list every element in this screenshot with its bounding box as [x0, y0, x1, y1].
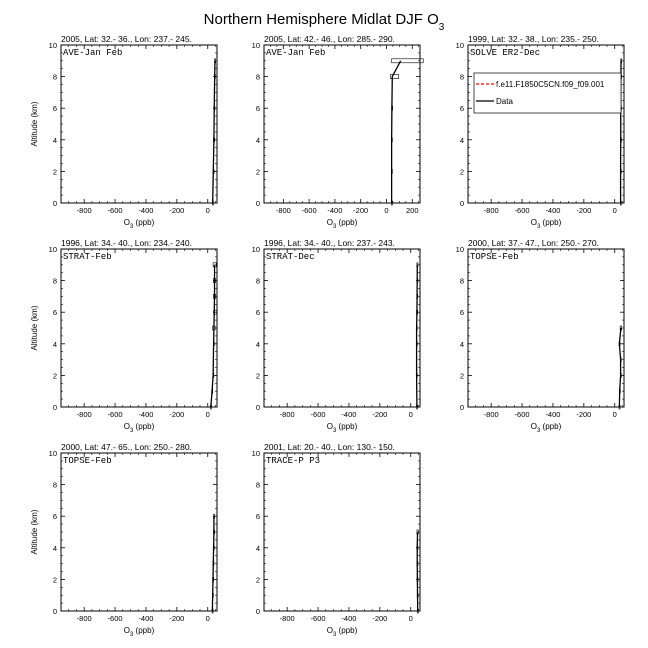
panel-header: 2000, Lat: 47.- 65., Lon: 250.- 280. [61, 442, 192, 452]
x-tick-label: -400 [341, 410, 357, 419]
x-tick-label: 0 [612, 206, 617, 215]
y-tick-label: 8 [459, 276, 464, 286]
y-tick-label: 8 [255, 276, 260, 286]
x-tick-label: -600 [301, 206, 317, 215]
y-tick-label: 10 [48, 41, 57, 50]
panel-5 [252, 238, 420, 434]
plot-frame [61, 45, 217, 203]
data-line [211, 265, 215, 407]
y-tick-label: 8 [52, 276, 57, 286]
campaign-label: STRAT-Feb [63, 252, 112, 262]
panel-6 [456, 238, 624, 434]
x-tick-label: -200 [576, 206, 592, 215]
x-axis-label: $O_3$ (ppb) [123, 626, 155, 638]
y-tick-label: 10 [48, 449, 57, 458]
x-tick-label: -800 [76, 614, 92, 623]
data-line [619, 328, 621, 407]
x-tick-label: -400 [138, 206, 154, 215]
panel-header: 2005, Lat: 42.- 46., Lon: 285.- 290. [264, 34, 395, 44]
x-tick-label: 0 [384, 206, 389, 215]
y-tick-label: 4 [459, 339, 464, 349]
panel-1 [30, 34, 217, 230]
plot-frame [264, 249, 420, 407]
x-tick-label: 200 [406, 206, 419, 215]
plot-frame [468, 45, 624, 203]
y-tick-label: 6 [459, 104, 464, 114]
x-axis-label: $O_3$ (ppb) [326, 626, 358, 638]
y-tick-label: 2 [52, 575, 57, 585]
panel-header: 1999, Lat: 32.- 38., Lon: 235.- 250. [468, 34, 599, 44]
y-tick-label: 4 [52, 339, 57, 349]
x-tick-label: 0 [408, 410, 413, 419]
y-tick-label: 4 [255, 339, 260, 349]
x-axis-label: $O_3$ (ppb) [326, 422, 358, 434]
y-tick-label: 4 [255, 135, 260, 145]
x-tick-label: -800 [76, 410, 92, 419]
y-tick-label: 0 [459, 403, 464, 412]
x-tick-label: 0 [205, 614, 210, 623]
panel-7 [30, 442, 217, 638]
x-tick-label: 0 [408, 614, 413, 623]
plot-frame [468, 249, 624, 407]
y-tick-label: 6 [255, 308, 260, 318]
campaign-label: AVE-Jan Feb [266, 48, 326, 58]
campaign-label: STRAT-Dec [266, 252, 315, 262]
campaign-label: AVE-Jan Feb [63, 48, 123, 58]
y-tick-label: 2 [459, 167, 464, 177]
panel-header: 2001, Lat: 20.- 40., Lon: 130.- 150. [264, 442, 395, 452]
x-tick-label: -800 [275, 206, 291, 215]
x-tick-label: -800 [279, 410, 295, 419]
y-tick-label: 4 [52, 543, 57, 553]
y-tick-label: 8 [459, 72, 464, 82]
legend-data-label: Data [496, 97, 513, 106]
x-tick-label: -800 [483, 410, 499, 419]
x-axis-label: $O_3$ (ppb) [123, 218, 155, 230]
panel-2 [252, 34, 424, 230]
panel-3 [456, 34, 624, 230]
panels [30, 34, 624, 638]
y-tick-label: 0 [255, 403, 260, 412]
plot-frame [61, 249, 217, 407]
y-tick-label: 2 [255, 575, 260, 585]
y-tick-label: 6 [52, 308, 57, 318]
x-tick-label: -600 [310, 410, 326, 419]
figure-title [204, 11, 445, 33]
y-tick-label: 6 [52, 512, 57, 522]
y-tick-label: 6 [52, 104, 57, 114]
x-tick-label: -600 [107, 614, 123, 623]
x-tick-label: -600 [107, 410, 123, 419]
y-tick-label: 2 [52, 371, 57, 381]
y-tick-label: 4 [52, 135, 57, 145]
campaign-label: TOPSE-Feb [470, 252, 519, 262]
y-axis-label: Altitude (km) [30, 509, 39, 555]
x-tick-label: -400 [341, 614, 357, 623]
legend-model-label: f.e11.F1850C5CN.f09_f09.001 [496, 80, 605, 89]
y-tick-label: 10 [48, 245, 57, 254]
campaign-label: SOLVE ER2-Dec [470, 48, 541, 58]
figure-title-subscript: 3 [438, 21, 445, 33]
x-axis-label: $O_3$ (ppb) [123, 422, 155, 434]
x-tick-label: -600 [514, 410, 530, 419]
x-tick-label: -200 [576, 410, 592, 419]
y-tick-label: 2 [255, 167, 260, 177]
y-axis-label: Altitude (km) [30, 101, 39, 147]
x-tick-label: -400 [545, 206, 561, 215]
campaign-label: TRACE-P P3 [266, 456, 321, 466]
x-axis-label: $O_3$ (ppb) [530, 218, 562, 230]
y-tick-label: 8 [255, 72, 260, 82]
panel-4 [30, 238, 217, 434]
y-tick-label: 2 [52, 167, 57, 177]
x-tick-label: -400 [138, 614, 154, 623]
x-tick-label: -400 [138, 410, 154, 419]
x-tick-label: -600 [514, 206, 530, 215]
y-tick-label: 10 [455, 41, 464, 50]
panel-header: 1996, Lat: 34.- 40., Lon: 237.- 243. [264, 238, 395, 248]
x-tick-label: -200 [372, 614, 388, 623]
y-tick-label: 2 [459, 371, 464, 381]
campaign-label: TOPSE-Feb [63, 456, 112, 466]
panel-header: 2000, Lat: 37.- 47., Lon: 250.- 270. [468, 238, 599, 248]
x-tick-label: -200 [372, 410, 388, 419]
panel-header: 1996, Lat: 34.- 40., Lon: 234.- 240. [61, 238, 192, 248]
y-tick-label: 0 [52, 607, 57, 616]
x-tick-label: -800 [76, 206, 92, 215]
x-tick-label: -800 [279, 614, 295, 623]
x-tick-label: -200 [169, 206, 185, 215]
data-error-box [390, 75, 398, 79]
y-tick-label: 0 [52, 199, 57, 208]
data-line [392, 61, 401, 203]
y-tick-label: 6 [459, 308, 464, 318]
y-tick-label: 0 [255, 199, 260, 208]
x-tick-label: -200 [353, 206, 369, 215]
y-tick-label: 2 [255, 371, 260, 381]
panel-8 [252, 442, 420, 638]
y-tick-label: 4 [459, 135, 464, 145]
plot-frame [264, 453, 420, 611]
x-tick-label: -800 [483, 206, 499, 215]
y-tick-label: 8 [52, 480, 57, 490]
y-axis-label: Altitude (km) [30, 305, 39, 351]
x-tick-label: 0 [205, 410, 210, 419]
y-tick-label: 10 [251, 245, 260, 254]
x-axis-label: $O_3$ (ppb) [530, 422, 562, 434]
x-tick-label: -400 [545, 410, 561, 419]
figure-title-main: Northern Hemisphere Midlat DJF O [203, 11, 439, 28]
y-tick-label: 10 [455, 245, 464, 254]
data-line [213, 61, 215, 203]
x-tick-label: -200 [169, 410, 185, 419]
y-tick-label: 0 [255, 607, 260, 616]
y-tick-label: 10 [251, 41, 260, 50]
x-tick-label: -600 [107, 206, 123, 215]
y-tick-label: 8 [52, 72, 57, 82]
y-tick-label: 6 [255, 512, 260, 522]
panel-header: 2005, Lat: 32.- 36., Lon: 237.- 245. [61, 34, 192, 44]
x-tick-label: -400 [327, 206, 343, 215]
legend-box [474, 73, 621, 113]
x-tick-label: -600 [310, 614, 326, 623]
y-tick-label: 0 [459, 199, 464, 208]
x-tick-label: -200 [169, 614, 185, 623]
y-tick-label: 4 [255, 543, 260, 553]
plot-frame [61, 453, 217, 611]
x-tick-label: 0 [612, 410, 617, 419]
y-tick-label: 6 [255, 104, 260, 114]
y-tick-label: 10 [251, 449, 260, 458]
x-tick-label: 0 [205, 206, 210, 215]
y-tick-label: 8 [255, 480, 260, 490]
y-tick-label: 0 [52, 403, 57, 412]
x-axis-label: $O_3$ (ppb) [326, 218, 358, 230]
data-line [417, 265, 418, 407]
